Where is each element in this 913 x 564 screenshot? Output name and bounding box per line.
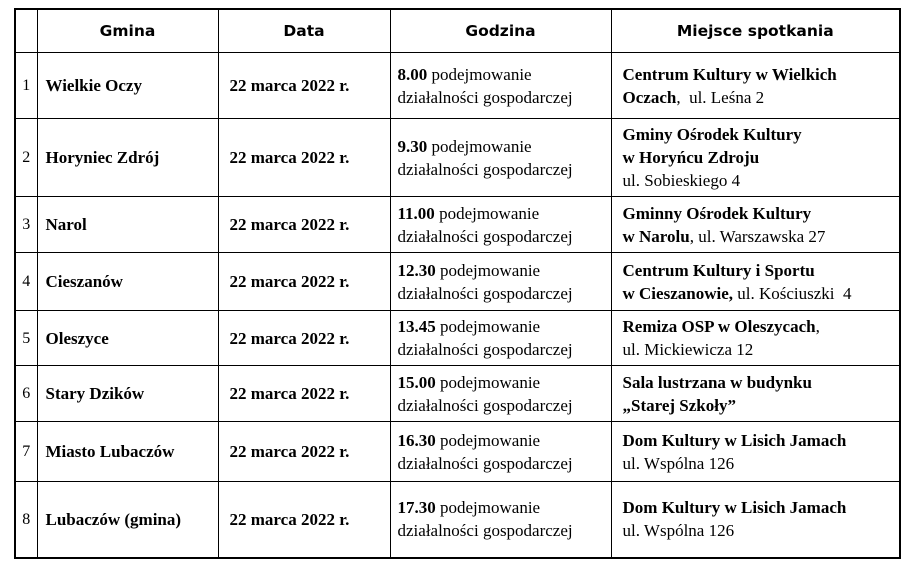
text-segment: działalności gospodarczej [397,283,573,303]
table-row [15,53,900,119]
table-row [15,311,900,366]
text-segment: podejmowanie [427,64,532,84]
venue-cell [611,119,900,197]
date-cell: 22 marca 2022 r. [218,197,390,253]
time-cell [390,253,611,311]
row-number-cell: 8 [15,482,37,558]
text-segment: ul. Wspólna 126 [622,453,735,473]
text-segment: działalności gospodarczej [397,521,573,541]
text-segment: Centrum Kultury w Wielkich [622,64,837,84]
time-cell [390,197,611,253]
text-segment: , ul. Warszawska 27 [689,226,826,246]
text-segment: Gminny Ośrodek Kultury [622,203,812,223]
text-segment: 17.30 [397,498,436,518]
text-segment: ul. Sobieskiego 4 [622,171,741,190]
date-cell: 22 marca 2022 r. [218,311,390,366]
text-segment: Dom Kultury w Lisich Jamach [622,430,847,450]
venue-cell [611,311,900,366]
gmina-cell: Oleszyce [37,311,218,366]
gmina-cell: Cieszanów [37,253,218,311]
text-segment: w Narolu [622,226,690,246]
text-segment: Remiza OSP w Oleszycach [622,317,816,336]
text-segment: podejmowanie [435,498,541,518]
text-segment: Sala lustrzana w budynku [622,372,812,392]
text-segment: podejmowanie [435,372,541,392]
text-segment: ul. Mickiewicza 12 [622,340,754,359]
venue-cell [611,197,900,253]
text-segment: 12.30 [397,260,436,280]
text-segment: działalności gospodarczej [397,395,573,415]
text-segment: Gminy Ośrodek Kultury [622,125,802,144]
gmina-cell: Wielkie Oczy [37,53,218,119]
time-cell [390,366,611,422]
text-segment: ul. Wspólna 126 [622,521,735,541]
row-number-cell: 1 [15,53,37,119]
text-segment: w Horyńcu Zdroju [622,148,760,167]
text-segment: 16.30 [397,430,436,450]
text-segment: działalności gospodarczej [397,159,573,179]
text-segment: działalności gospodarczej [397,453,573,473]
header-miejsce-spotkania: Miejsce spotkania [611,9,900,53]
gmina-cell: Horyniec Zdrój [37,119,218,197]
meetings-schedule-document [14,8,901,559]
text-segment: , [815,317,820,336]
text-segment: w Cieszanowie, [622,283,733,303]
row-number-cell: 5 [15,311,37,366]
text-segment: działalności gospodarczej [397,87,573,107]
table-row [15,366,900,422]
time-cell [390,53,611,119]
table-row [15,197,900,253]
table-row [15,119,900,197]
text-segment: Oczach [622,87,677,107]
venue-cell [611,53,900,119]
header-gmina: Gmina [37,9,218,53]
text-segment: 8.00 [397,64,428,84]
venue-cell [611,366,900,422]
text-segment: podejmowanie [435,317,541,336]
text-segment: podejmowanie [427,136,532,156]
text-segment: Dom Kultury w Lisich Jamach [622,498,847,518]
text-segment: podejmowanie [434,203,540,223]
row-number-cell: 2 [15,119,37,197]
text-segment: 11.00 [397,203,435,223]
time-cell [390,311,611,366]
text-segment: , ul. Leśna 2 [676,87,765,107]
time-cell [390,482,611,558]
venue-cell [611,422,900,482]
meetings-table [14,8,901,559]
venue-cell [611,482,900,558]
text-segment: działalności gospodarczej [397,340,573,359]
text-segment: podejmowanie [435,430,541,450]
table-row [15,422,900,482]
header-row [15,9,900,53]
text-segment: „Starej Szkoły” [622,395,736,415]
text-segment: podejmowanie [435,260,541,280]
text-segment: 13.45 [397,317,436,336]
gmina-cell: Lubaczów (gmina) [37,482,218,558]
date-cell: 22 marca 2022 r. [218,253,390,311]
table-row [15,482,900,558]
time-cell [390,119,611,197]
gmina-cell: Stary Dzików [37,366,218,422]
text-segment: 15.00 [397,372,436,392]
date-cell: 22 marca 2022 r. [218,119,390,197]
row-number-cell: 4 [15,253,37,311]
text-segment: 9.30 [397,136,428,156]
row-number-cell: 7 [15,422,37,482]
gmina-cell: Narol [37,197,218,253]
table-row [15,253,900,311]
text-segment: ul. Kościuszki 4 [732,283,852,303]
date-cell: 22 marca 2022 r. [218,482,390,558]
table-body [15,53,900,558]
row-number-cell: 3 [15,197,37,253]
text-segment: Centrum Kultury i Sportu [622,260,815,280]
header-godzina: Godzina [390,9,611,53]
date-cell: 22 marca 2022 r. [218,53,390,119]
gmina-cell: Miasto Lubaczów [37,422,218,482]
venue-cell [611,253,900,311]
date-cell: 22 marca 2022 r. [218,366,390,422]
header-row-number [15,9,37,53]
row-number-cell: 6 [15,366,37,422]
header-data: Data [218,9,390,53]
text-segment: działalności gospodarczej [397,226,573,246]
date-cell: 22 marca 2022 r. [218,422,390,482]
time-cell [390,422,611,482]
